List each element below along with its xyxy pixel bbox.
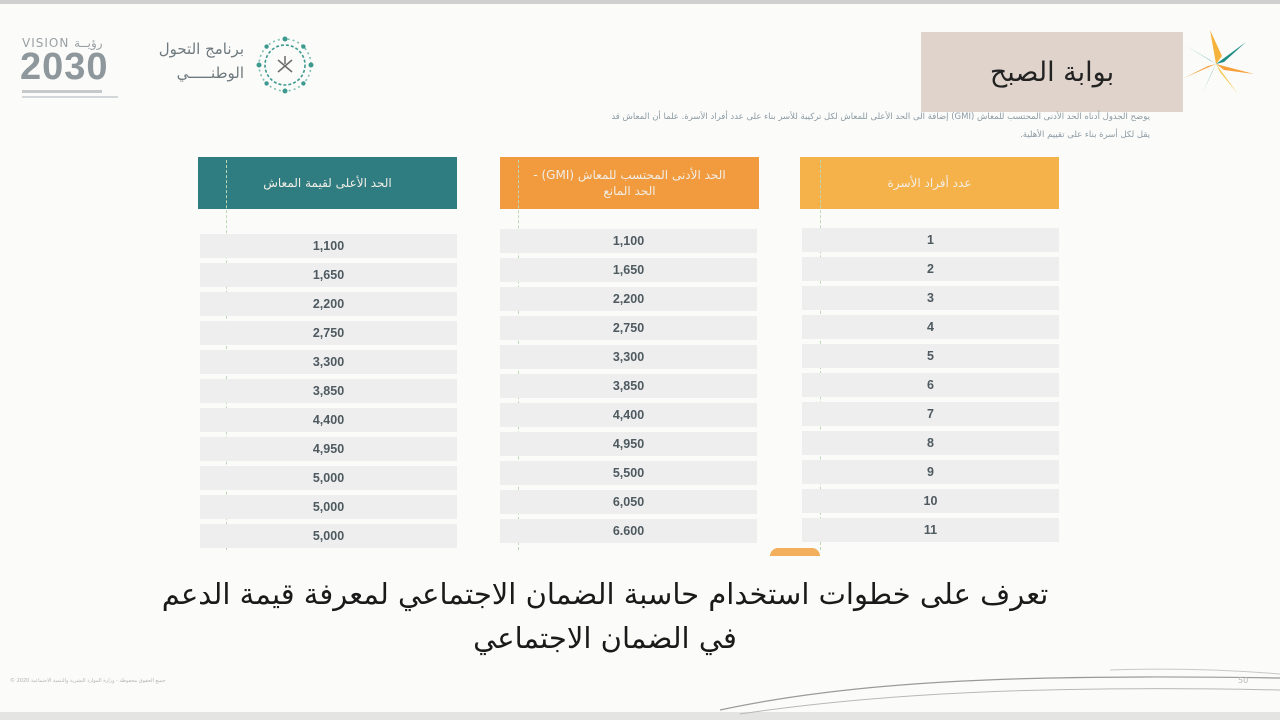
family-members-cell: 2: [802, 257, 1059, 281]
family-members-cell: 8: [802, 431, 1059, 455]
table-description: [320, 108, 1150, 144]
description-line-2: يقل لكل أسرة بناء على تقييم الأهلية.: [1020, 130, 1150, 140]
vision-year: 2030: [20, 46, 109, 88]
max-pension-cell: 1,650: [200, 263, 457, 287]
family-members-cell: 11: [802, 518, 1059, 542]
decorative-circle: [770, 548, 820, 556]
ministry-star-icon: [1180, 26, 1260, 98]
site-title: بوابة الصبح: [989, 56, 1115, 88]
max-pension-cell: 5,000: [200, 466, 457, 490]
gmi-cell: 5,500: [500, 461, 757, 485]
footer-copyright: © 2020 جميع الحقوق محفوظة - وزارة الموارد البشرية والتنمية الاجتماعية: [10, 678, 166, 684]
vision-subline-2: [22, 96, 118, 98]
ntp-logo: [146, 38, 316, 94]
gmi-cell: 4,400: [500, 403, 757, 427]
family-members-cell: 3: [802, 286, 1059, 310]
max-pension-cell: 3,300: [200, 350, 457, 374]
family-members-cell: 5: [802, 344, 1059, 368]
family-members-cell: 10: [802, 489, 1059, 513]
family-members-cell: 7: [802, 402, 1059, 426]
header-family-members: عدد أفراد الأسرة: [800, 157, 1059, 209]
vision-subline: [22, 90, 102, 93]
max-pension-cell: 5,000: [200, 495, 457, 519]
gmi-cell: 3,850: [500, 374, 757, 398]
family-members-cell: 1: [802, 228, 1059, 252]
vision-label: VISION رؤيــة: [22, 36, 103, 50]
max-pension-cell: 2,750: [200, 321, 457, 345]
family-members-cell: 6: [802, 373, 1059, 397]
ntp-name-line2: الوطنـــــي: [176, 64, 244, 82]
family-members-cell: 9: [802, 460, 1059, 484]
gmi-cell: 6,050: [500, 490, 757, 514]
vision-2030-logo: [20, 36, 130, 104]
header-max-pension: الحد الأعلى لقيمة المعاش: [198, 157, 457, 209]
caption-line-1: تعرف على خطوات استخدام حاسبة الضمان الاجتماعي لمعرفة قيمة الدعم: [161, 577, 1049, 611]
max-pension-cell: 5,000: [200, 524, 457, 548]
header-gmi: الحد الأدنى المحتسب للمعاش (GMI) - الحد المانع: [500, 157, 759, 209]
description-line-1: يوضح الجدول أدناه الحد الأدنى المحتسب للمعاش (GMI) إضافة الى الحد الأعلى للمعاش لكل تركيبة للأسر بناء على عدد أفراد الأسرة. علما أن المعاش قد: [611, 112, 1150, 122]
gmi-cell: 1,650: [500, 258, 757, 282]
max-pension-cell: 2,200: [200, 292, 457, 316]
gmi-cell: 3,300: [500, 345, 757, 369]
family-members-cell: 4: [802, 315, 1059, 339]
site-title-box: [921, 32, 1183, 112]
page-number: 50: [1238, 676, 1249, 685]
ntp-emblem-icon: [254, 34, 316, 96]
gmi-cell: 2,750: [500, 316, 757, 340]
max-pension-cell: 4,400: [200, 408, 457, 432]
max-pension-cell: 4,950: [200, 437, 457, 461]
footer-swoosh: [700, 660, 1280, 716]
ntp-name-line1: برنامج التحول: [158, 40, 244, 58]
gmi-cell: 2,200: [500, 287, 757, 311]
gmi-cell: 1,100: [500, 229, 757, 253]
max-pension-cell: 1,100: [200, 234, 457, 258]
article-caption: [100, 572, 1110, 660]
gmi-cell: 6.600: [500, 519, 757, 543]
gmi-cell: 4,950: [500, 432, 757, 456]
caption-line-2: في الضمان الاجتماعي: [473, 621, 737, 655]
max-pension-cell: 3,850: [200, 379, 457, 403]
